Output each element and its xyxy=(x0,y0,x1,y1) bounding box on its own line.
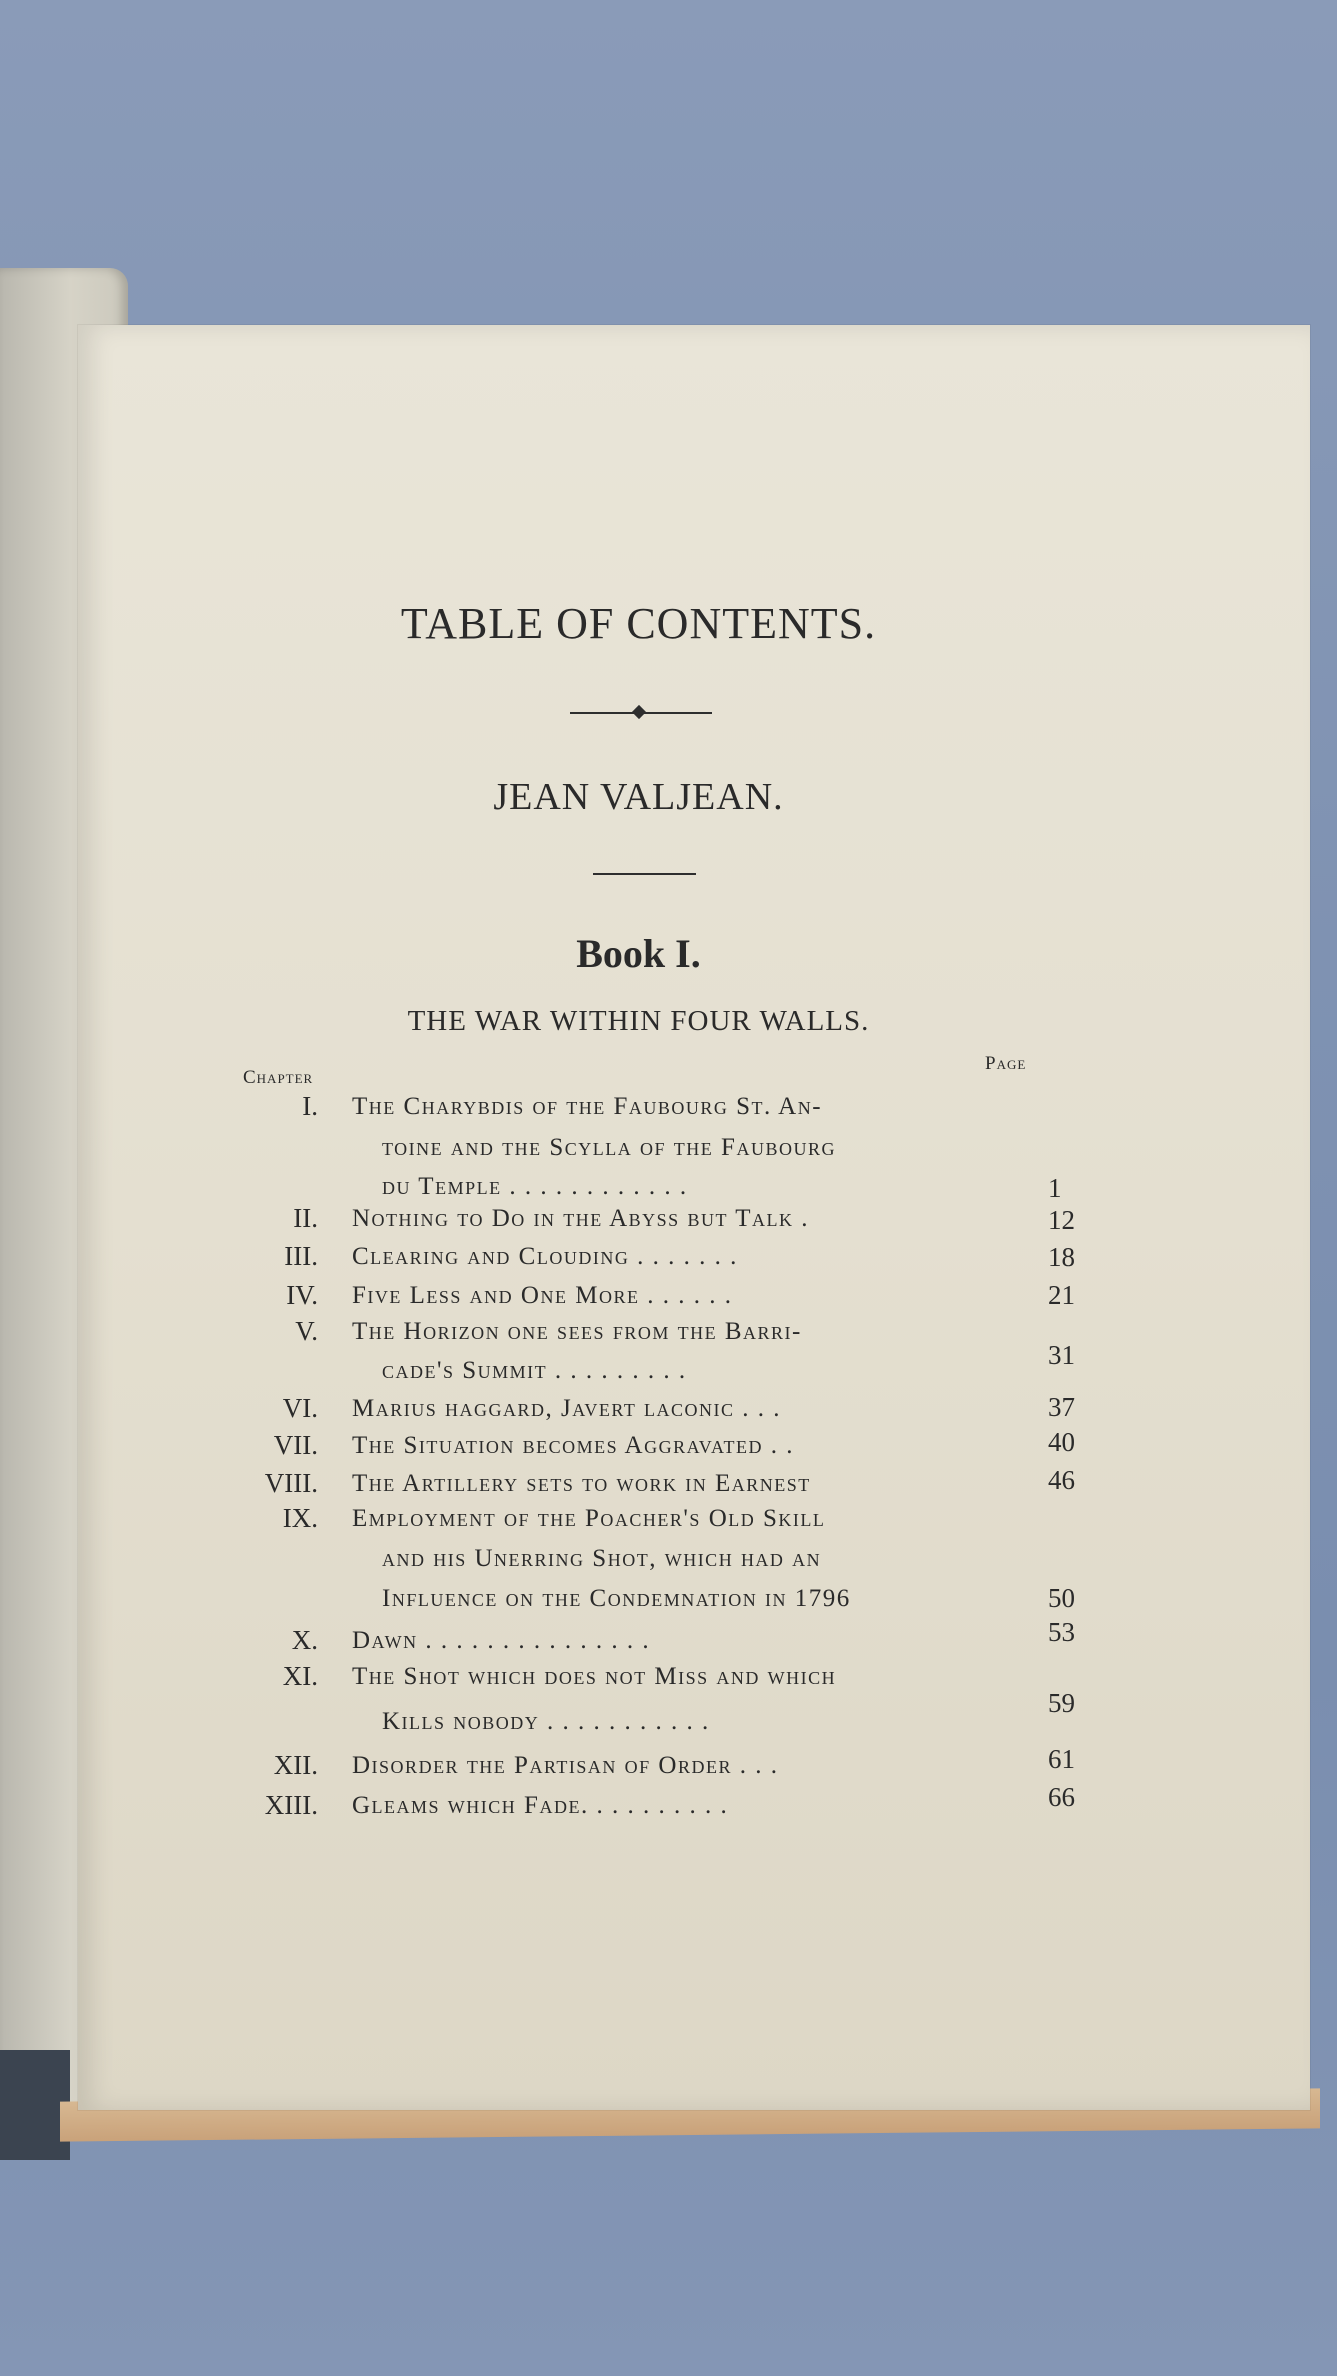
chapter-title-line: The Shot which does not Miss and which xyxy=(352,1663,837,1690)
chapter-title-line: Clearing and Clouding . . . . . . . xyxy=(352,1243,738,1270)
chapter-page-number: 61 xyxy=(1048,1744,1075,1774)
chapter-number: VI. xyxy=(282,1393,318,1423)
chapter-page-number: 40 xyxy=(1048,1427,1075,1457)
ornament-rule xyxy=(570,712,712,714)
page-column-header: Page xyxy=(985,1053,1027,1074)
chapter-page-number: 50 xyxy=(1048,1583,1075,1613)
chapter-title-line: The Charybdis of the Faubourg St. An- xyxy=(352,1093,823,1120)
chapter-title-line: Gleams which Fade. . . . . . . . . . xyxy=(352,1792,729,1819)
chapter-title-line: The Horizon one sees from the Barri- xyxy=(352,1318,802,1345)
chapter-title-line: and his Unerring Shot, which had an xyxy=(382,1545,822,1572)
chapter-title-line: toine and the Scylla of the Faubourg xyxy=(382,1134,836,1161)
chapter-page-number: 21 xyxy=(1048,1280,1075,1310)
chapter-column-header: Chapter xyxy=(243,1067,314,1088)
divider-rule xyxy=(593,873,696,875)
chapter-number: VII. xyxy=(273,1430,318,1460)
chapter-title-line: Disorder the Partisan of Order . . . xyxy=(352,1752,779,1779)
chapter-page-number: 59 xyxy=(1048,1688,1075,1718)
chapter-title-line: Nothing to Do in the Abyss but Talk . xyxy=(352,1205,810,1232)
chapter-number: VIII. xyxy=(264,1468,318,1498)
chapter-number: XIII. xyxy=(264,1790,318,1820)
chapter-title-line: cade's Summit . . . . . . . . . xyxy=(382,1357,687,1384)
chapter-number: XII. xyxy=(273,1750,318,1780)
chapter-page-number: 37 xyxy=(1048,1392,1075,1422)
chapter-number: X. xyxy=(291,1625,318,1655)
chapter-title-line: Dawn . . . . . . . . . . . . . . . xyxy=(352,1627,651,1654)
chapter-title-line: The Situation becomes Aggravated . . xyxy=(352,1432,794,1459)
chapter-number: III. xyxy=(284,1241,318,1271)
chapter-number: IX. xyxy=(282,1503,318,1533)
chapter-number: XI. xyxy=(282,1661,318,1691)
chapter-number: IV. xyxy=(286,1280,318,1310)
chapter-title-line: Marius haggard, Javert laconic . . . xyxy=(352,1395,782,1422)
chapter-page-number: 46 xyxy=(1048,1465,1075,1495)
chapter-title-line: The Artillery sets to work in Earnest xyxy=(352,1470,811,1497)
chapter-page-number: 18 xyxy=(1048,1242,1075,1272)
chapter-number: V. xyxy=(295,1316,318,1346)
chapter-title-line: Influence on the Condemnation in 1796 xyxy=(382,1585,851,1612)
book-label: Book I. xyxy=(576,931,701,976)
book-title: THE WAR WITHIN FOUR WALLS. xyxy=(407,1005,870,1037)
chapter-title-line: du Temple . . . . . . . . . . . . xyxy=(382,1173,688,1200)
volume-title: JEAN VALJEAN. xyxy=(493,776,784,818)
chapter-title-line: Employment of the Poacher's Old Skill xyxy=(352,1505,826,1532)
toc-title: TABLE OF CONTENTS. xyxy=(400,599,877,648)
chapter-page-number: 53 xyxy=(1048,1617,1075,1647)
chapter-page-number: 1 xyxy=(1048,1173,1062,1203)
chapter-title-line: Kills nobody . . . . . . . . . . . xyxy=(382,1708,710,1735)
chapter-page-number: 31 xyxy=(1048,1340,1075,1370)
chapter-number: II. xyxy=(293,1203,318,1233)
chapter-number: I. xyxy=(302,1091,318,1121)
chapter-title-line: Five Less and One More . . . . . . xyxy=(352,1282,733,1309)
chapter-page-number: 66 xyxy=(1048,1782,1075,1812)
chapter-page-number: 12 xyxy=(1048,1205,1075,1235)
